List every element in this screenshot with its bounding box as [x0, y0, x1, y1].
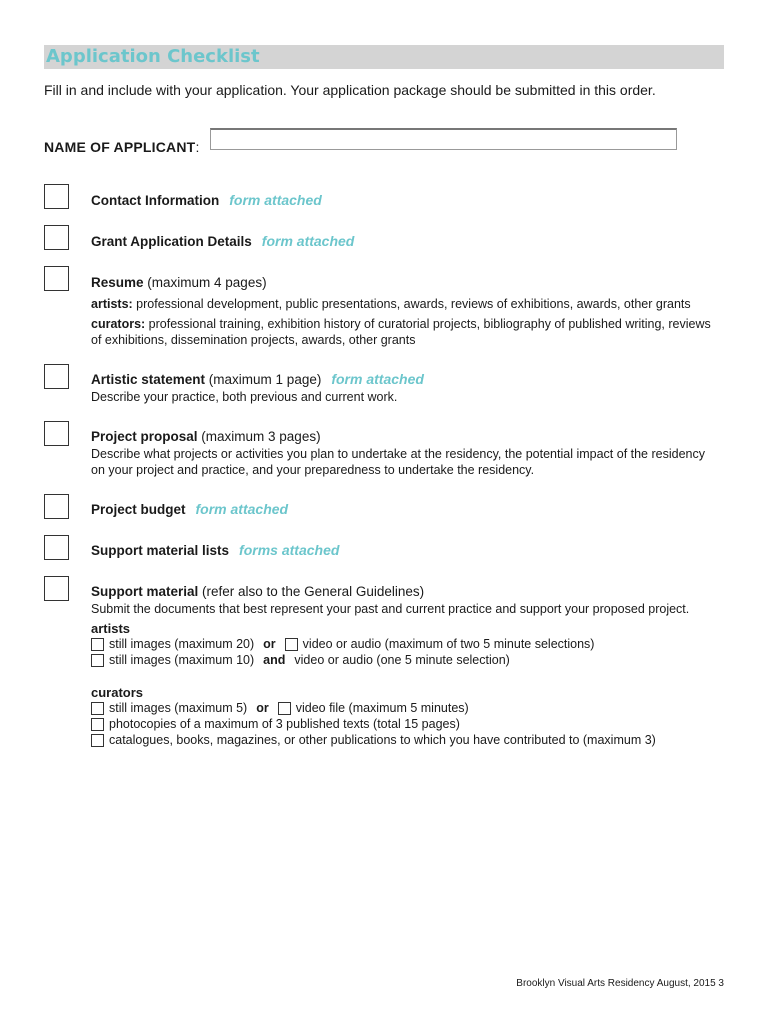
artistic-statement-checkbox[interactable]: [44, 364, 69, 389]
support-curators-heading: curators: [91, 685, 144, 700]
support-material-checkbox[interactable]: [44, 576, 69, 601]
support-lists-heading: Support material lists forms attached: [91, 542, 340, 558]
project-proposal-desc-2: on your project and practice, and your preparedness to undertake the residency.: [91, 463, 535, 477]
resume-checkbox[interactable]: [44, 266, 69, 291]
project-proposal-desc-1: Describe what projects or activities you plan to undertake at the residency, the potential impact of the residency: [91, 447, 705, 461]
curators-photocopies-checkbox[interactable]: [91, 718, 104, 731]
support-curators-row-3: catalogues, books, magazines, or other publications to which you have contributed to (maximum 3): [91, 733, 656, 747]
support-artists-heading: artists: [91, 621, 131, 636]
support-artists-row-2: still images (maximum 10) and video or audio (one 5 minute selection): [91, 653, 510, 667]
support-lists-checkbox[interactable]: [44, 535, 69, 560]
resume-curators-desc: curators: professional training, exhibition history of curatorial projects, bibliography of published writing, reviews: [91, 317, 711, 331]
artistic-statement-desc: Describe your practice, both previous and current work.: [91, 390, 398, 404]
grant-details-checkbox[interactable]: [44, 225, 69, 250]
curators-still-images-checkbox[interactable]: [91, 702, 104, 715]
grant-details-attached-note: form attached: [261, 233, 355, 249]
artists-video-audio-two-checkbox[interactable]: [285, 638, 298, 651]
artists-still-images-20-checkbox[interactable]: [91, 638, 104, 651]
project-proposal-checkbox[interactable]: [44, 421, 69, 446]
project-budget-checkbox[interactable]: [44, 494, 69, 519]
intro-text: Fill in and include with your application. Your application package should be submitted in this order.: [44, 82, 656, 98]
project-budget-attached-note: form attached: [195, 501, 289, 517]
page-footer: Brooklyn Visual Arts Residency August, 2015 3: [516, 978, 724, 989]
artistic-statement-heading: Artistic statement (maximum 1 page) form attached: [91, 371, 424, 387]
resume-artists-desc: artists: professional development, public presentations, awards, reviews of exhibitions, awards, other grants: [91, 297, 691, 311]
applicant-name-label: NAME OF APPLICANT:: [44, 139, 200, 155]
support-material-heading: Support material (refer also to the General Guidelines): [91, 584, 425, 599]
artistic-statement-attached-note: form attached: [331, 371, 424, 387]
support-curators-row-2: photocopies of a maximum of 3 published texts (total 15 pages): [91, 717, 460, 731]
title-bar: [44, 45, 724, 69]
project-proposal-heading: Project proposal (maximum 3 pages): [91, 429, 321, 444]
page-title: Application Checklist: [46, 46, 260, 67]
support-material-desc: Submit the documents that best represent your past and current practice and support your proposed project.: [91, 602, 690, 616]
support-lists-attached-note: forms attached: [239, 542, 340, 558]
support-artists-row-1: still images (maximum 20) or video or audio (maximum of two 5 minute selections): [91, 637, 594, 651]
resume-curators-desc-cont: of exhibitions, dissemination projects, awards, other grants: [91, 333, 416, 347]
project-budget-heading: Project budget form attached: [91, 501, 289, 517]
contact-info-heading: Contact Information form attached: [91, 192, 322, 208]
artists-still-images-10-checkbox[interactable]: [91, 654, 104, 667]
applicant-name-field[interactable]: [210, 128, 677, 150]
curators-video-file-checkbox[interactable]: [278, 702, 291, 715]
curators-publications-checkbox[interactable]: [91, 734, 104, 747]
resume-heading: Resume (maximum 4 pages): [91, 275, 267, 290]
contact-info-checkbox[interactable]: [44, 184, 69, 209]
grant-details-heading: Grant Application Details form attached: [91, 233, 355, 249]
contact-info-attached-note: form attached: [229, 192, 322, 208]
support-curators-row-1: still images (maximum 5) or video file (maximum 5 minutes): [91, 701, 469, 715]
